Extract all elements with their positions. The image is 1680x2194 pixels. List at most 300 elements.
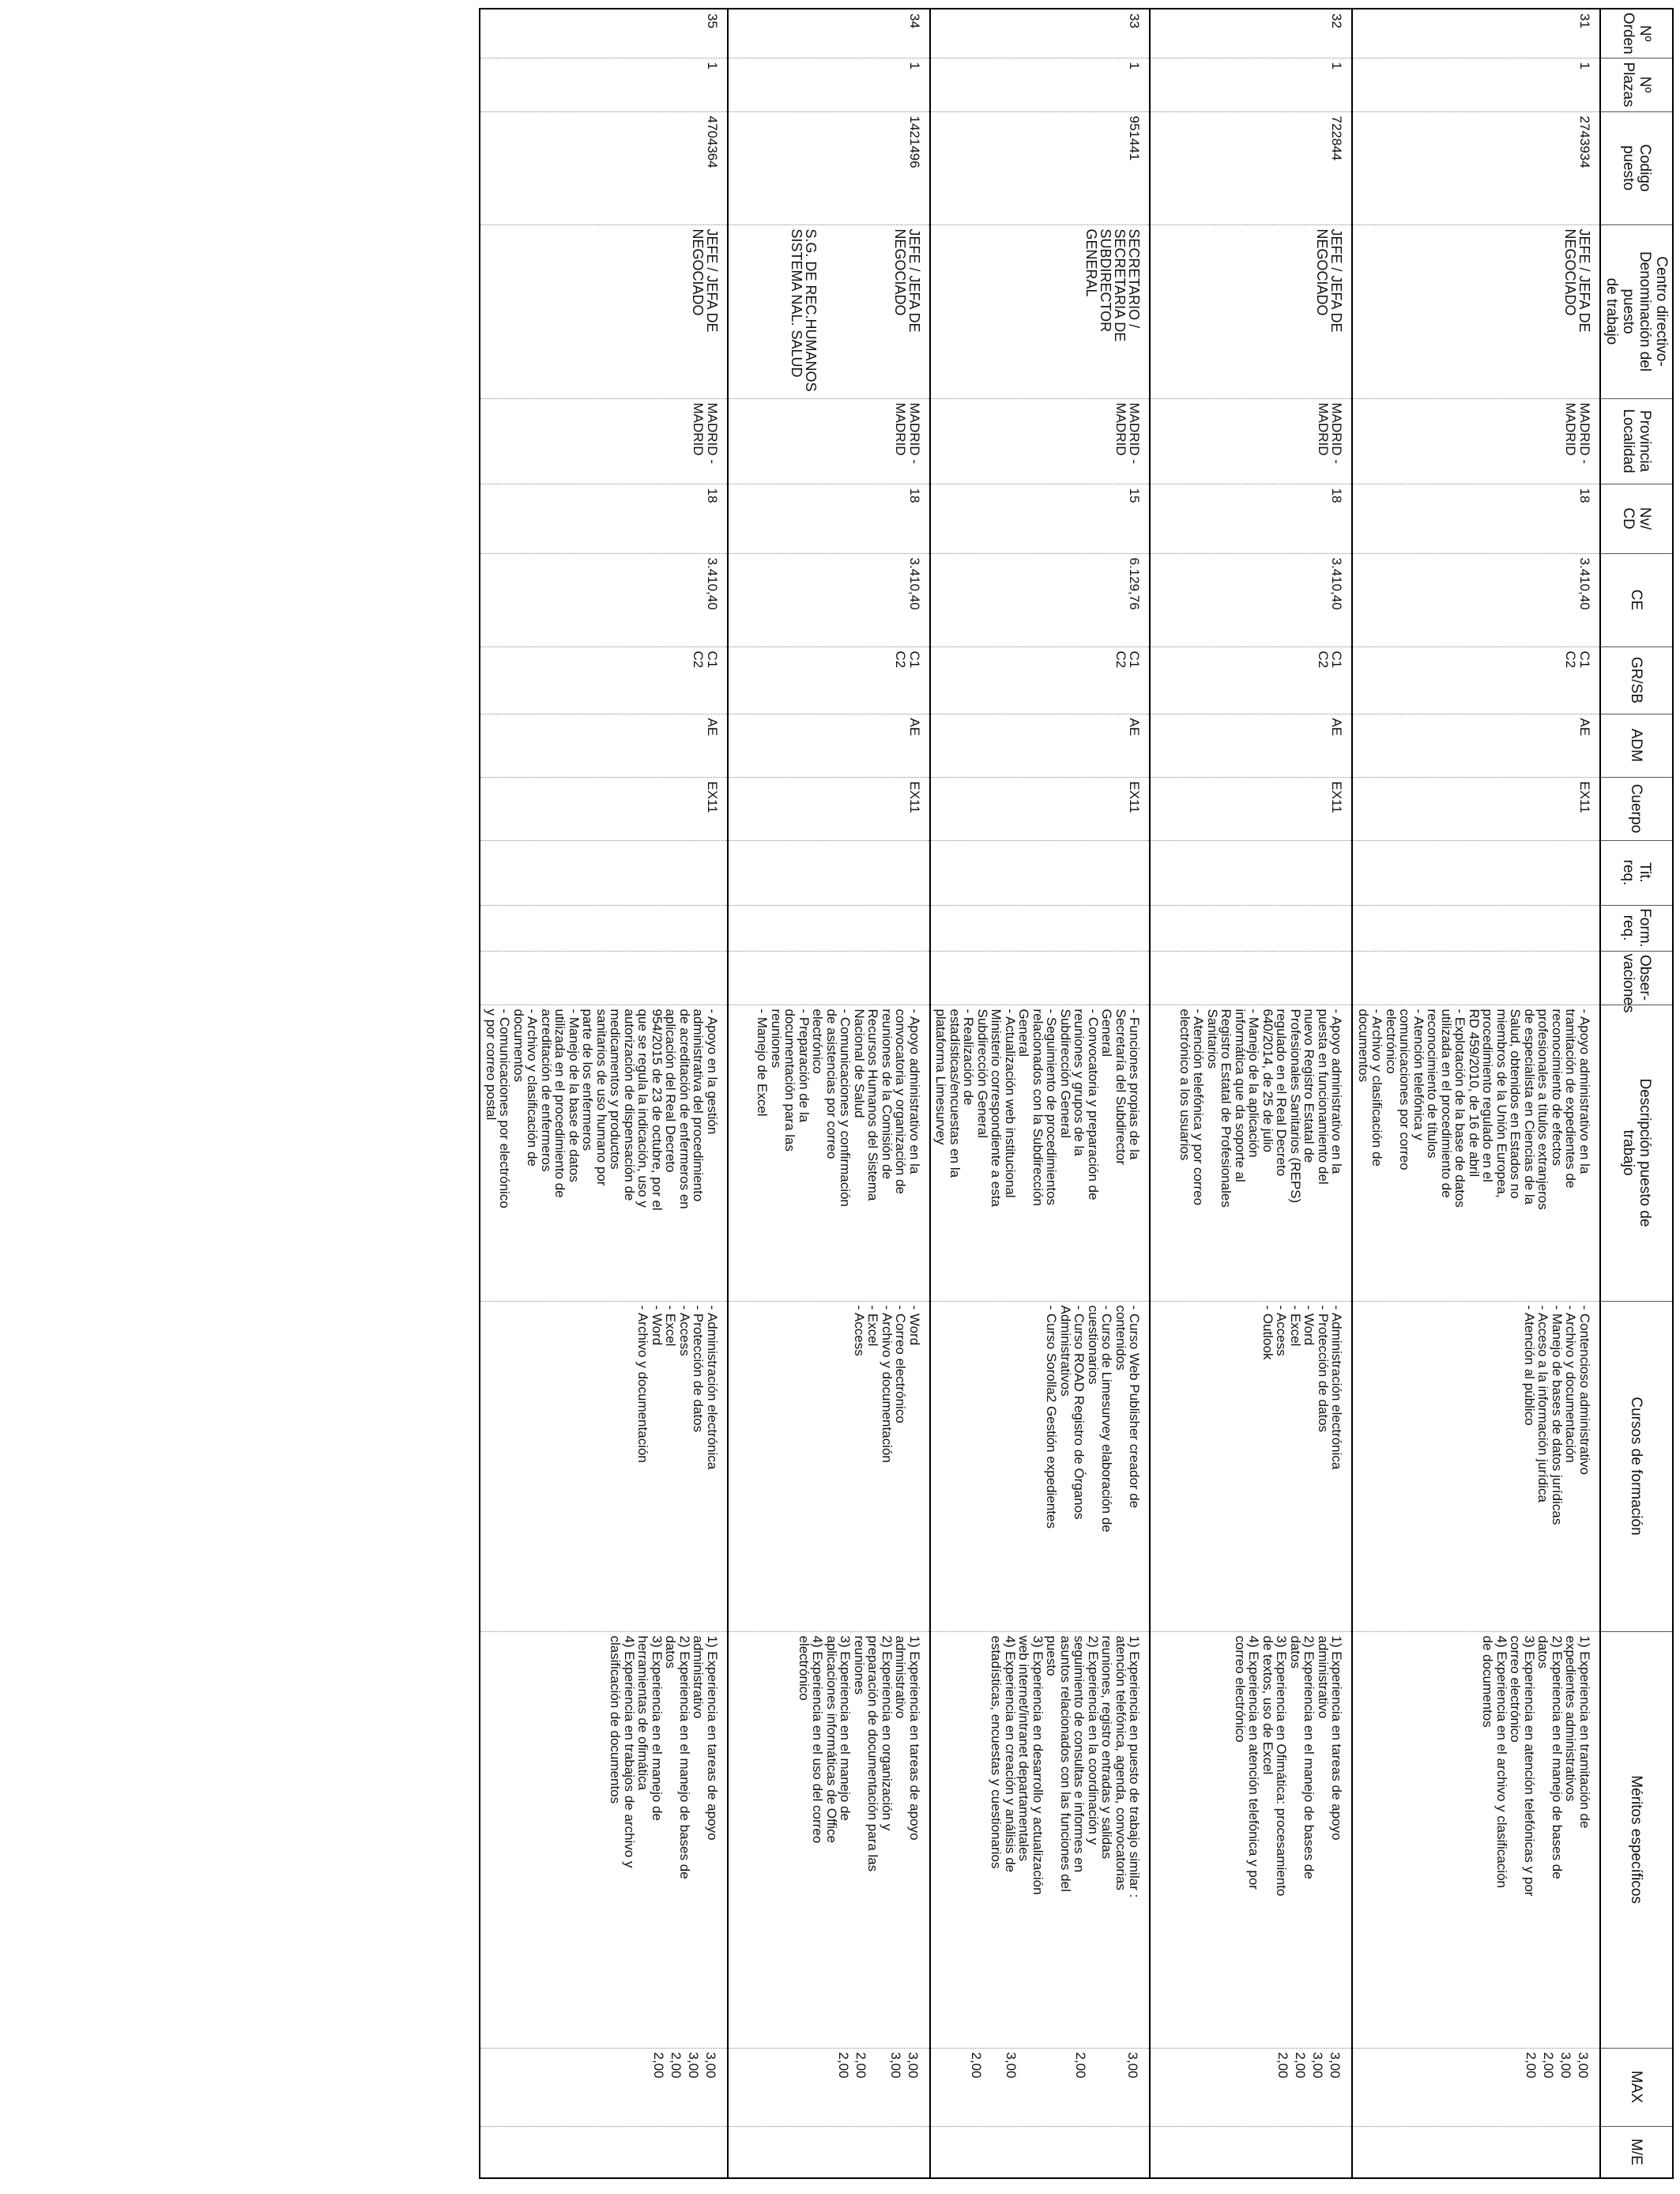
cell-plazas: 1 (1353, 58, 1601, 111)
curso-line: - Excel (663, 1305, 679, 1347)
job-listing-sheet (14, 8, 1674, 2177)
cell-orden: 33 (930, 9, 1151, 58)
table-row (480, 9, 729, 2178)
max-value (1020, 2053, 1038, 2122)
descripcion-line: comunicaciones por correo (1397, 1008, 1413, 1171)
header-max (1600, 2048, 1673, 2126)
cell-tit (1151, 840, 1353, 905)
header-label: ADM (1628, 728, 1645, 763)
merito-line: 1) Experiencia en tramitación de (1577, 1635, 1592, 1829)
header-label: Form. (1637, 908, 1653, 948)
cell-centro (1151, 224, 1353, 398)
cell-obs (1353, 951, 1601, 1005)
cell-plazas: 1 (1151, 58, 1353, 111)
descripcion-line: administrativa del procedimiento (691, 1008, 706, 1202)
max-value: 3,00 (1125, 2052, 1141, 2079)
merito-line: herramientas de ofimática (635, 1635, 651, 1791)
descripcion-line: profesionales a títulos extranjeros (1535, 1008, 1551, 1210)
descripcion-line: documentos (1356, 1008, 1371, 1083)
cell-form (480, 905, 729, 951)
max-value: 2,00 (651, 2052, 666, 2079)
cell-me (1353, 2126, 1601, 2178)
header-label: Denominación del puesto (1620, 251, 1653, 372)
header-centro (1600, 224, 1673, 398)
cell-plazas: 1 (480, 58, 729, 111)
descripcion-line: plataforma Limesurvey (933, 1008, 949, 1145)
descripcion-line: documentación para las (782, 1008, 798, 1152)
cell-cursos (480, 1301, 729, 1631)
cell-nivel: 18 (1353, 484, 1601, 553)
descripcion-line: - Apoyo en la gestión (705, 1008, 720, 1135)
header-cursos (1600, 1301, 1673, 1631)
descripcion-line: - Apoyo administrativo en la (1329, 1008, 1345, 1174)
merito-line: reuniones (852, 1635, 867, 1695)
header-label: Plazas (1620, 62, 1637, 107)
merito-line: web internet/intranet departamentales (1016, 1635, 1032, 1861)
descripcion-line: de especialista en Ciencias de la (1522, 1008, 1537, 1205)
cell-me (930, 2126, 1151, 2178)
cell-meritos (1353, 1631, 1601, 2048)
grsb-line: C1 (1577, 650, 1592, 669)
cell-adm: AE (1151, 714, 1353, 777)
header-label: Tit. (1637, 862, 1653, 883)
cell-orden: 34 (728, 9, 930, 58)
cell-form (1353, 905, 1601, 951)
curso-line: - Curso Web Publisher creador de (1127, 1305, 1143, 1509)
header-label: trabajo (1620, 1129, 1637, 1176)
cell-meritos (930, 1631, 1151, 2048)
provincia-line: MADRID (893, 402, 909, 456)
merito-line: 2) Experiencia en el manejo de bases de (677, 1635, 692, 1879)
header-label: Cursos de formación (1628, 1397, 1645, 1536)
cell-cuerpo: EX11 (1151, 777, 1353, 840)
cell-provincia (1353, 398, 1601, 484)
header-obs (1600, 951, 1673, 1013)
cell-grsb (480, 647, 729, 714)
descripcion-line: electrónico a los usuarios (1177, 1008, 1192, 1161)
descripcion-line: Registro Estatal de Profesionales (1219, 1008, 1234, 1208)
cell-cursos (1151, 1301, 1353, 1631)
header-label: Orden (1620, 12, 1637, 55)
descripcion-line: - Manejo de la aplicación (1246, 1008, 1262, 1158)
header-row (1600, 9, 1673, 2178)
cell-descripcion (1151, 1005, 1353, 1301)
centro-label: JEFE / JEFA DE NEGOCIADO (1314, 228, 1345, 333)
descripcion-line: - Archivo y clasificación de (1369, 1008, 1385, 1167)
max-value (1055, 2053, 1072, 2122)
curso-line: - Access (852, 1305, 867, 1356)
curso-line: - Archivo y documentación (880, 1305, 895, 1463)
merito-line: 3) Experiencia en el manejo de (838, 1635, 853, 1821)
descripcion-line: utilizada en el procedimiento de (552, 1008, 568, 1198)
merito-line: correo electrónico (1233, 1635, 1248, 1743)
header-label: GR/SB (1628, 656, 1645, 704)
max-value: 3,00 (703, 2052, 718, 2079)
cell-grsb (930, 647, 1151, 714)
cell-me (728, 2126, 930, 2178)
descripcion-line: - Apoyo administrativo en la (1577, 1008, 1592, 1174)
max-value: 3,00 (906, 2052, 921, 2079)
grsb-line: C2 (1316, 650, 1331, 669)
curso-line: - Access (677, 1305, 692, 1356)
descripcion-line: documentos (511, 1008, 526, 1083)
provincia-line: MADRID (1563, 402, 1579, 456)
header-provincia (1600, 398, 1673, 484)
header-form (1600, 905, 1673, 951)
curso-line: - Excel (1288, 1305, 1303, 1347)
merito-line: aplicaciones informáticas de Office (824, 1635, 839, 1843)
table-row (1151, 9, 1353, 2178)
cell-obs (480, 951, 729, 1005)
descripcion-line: sanitarios de uso humano por (594, 1008, 609, 1186)
curso-line: - Word (907, 1305, 922, 1346)
max-value: 2,00 (1541, 2052, 1556, 2079)
descripcion-line: convocatoria y organización de (893, 1008, 909, 1194)
cell-obs (728, 951, 930, 1005)
merito-line: administrativo (691, 1635, 706, 1719)
descripcion-line: Subdirección General (975, 1008, 990, 1138)
curso-line: - Curso de Limesurvey elaboración de (1099, 1305, 1115, 1532)
max-value: 3,00 (1558, 2052, 1573, 2079)
merito-line: 4) Experiencia en creación y análisis de (1003, 1635, 1018, 1873)
header-label: Descripción puesto de (1637, 1078, 1653, 1227)
descripcion-line: reconocimiento de títulos (1425, 1008, 1441, 1159)
cell-form (728, 905, 930, 951)
header-label: Méritos específicos (1628, 1775, 1645, 1904)
cell-centro (728, 224, 930, 398)
header-label: Provincia (1637, 409, 1653, 473)
max-value: 3,00 (1004, 2052, 1019, 2079)
max-value (1090, 2053, 1107, 2122)
cell-codigo: 2743934 (1353, 111, 1601, 224)
cell-adm: AE (728, 714, 930, 777)
cell-grsb (1151, 647, 1353, 714)
header-label: M/E (1628, 2138, 1645, 2166)
descripcion-line: General (1099, 1008, 1115, 1057)
cell-ce: 6.129,76 (930, 553, 1151, 647)
descripcion-line: Recursos Humanos del Sistema (865, 1008, 881, 1201)
header-cuerpo (1600, 777, 1673, 840)
header-tit (1600, 840, 1673, 905)
header-meritos (1600, 1631, 1673, 2048)
cell-cursos (930, 1301, 1151, 1631)
header-label: de trabajo (1603, 277, 1620, 345)
header-me (1600, 2126, 1673, 2178)
max-value: 2,00 (969, 2052, 985, 2079)
max-value (1038, 2053, 1055, 2122)
descripcion-line: - Atención telefónica y por correo (1191, 1008, 1207, 1206)
provincia-line: MADRID (1316, 402, 1331, 456)
descripcion-line: Salud, obtenidos en Estados no (1508, 1008, 1524, 1199)
descripcion-line: informática que da soporte al (1233, 1008, 1248, 1182)
header-label: Localidad (1620, 409, 1637, 473)
cell-tit (1353, 840, 1601, 905)
curso-line: - Protección de datos (1316, 1305, 1331, 1433)
descripcion-line: 640/2014, de 25 de julio (1260, 1008, 1275, 1152)
grsb-line: C1 (1127, 650, 1143, 669)
cell-cuerpo: EX11 (930, 777, 1151, 840)
merito-line: 2) Experiencia en la coordinación y (1086, 1635, 1101, 1845)
grsb-line: C2 (691, 650, 706, 669)
descripcion-line: reuniones y grupos de la (1072, 1008, 1087, 1156)
curso-line: - Manejo de bases de datos jurídicas (1550, 1305, 1565, 1525)
descripcion-line: General (1016, 1008, 1032, 1057)
cell-ce: 3.410,40 (480, 553, 729, 647)
descripcion-line: utilizada en el procedimiento de (1439, 1008, 1454, 1198)
max-value: 3,00 (888, 2052, 903, 2079)
header-label: CD (1620, 507, 1637, 530)
merito-line: expedientes administrativos (1563, 1635, 1579, 1802)
header-label: Nv/ (1637, 507, 1653, 530)
cell-me (480, 2126, 729, 2178)
cell-max (1353, 2048, 1601, 2126)
cell-grsb (728, 647, 930, 714)
merito-line: 1) Experiencia en tareas de apoyo (705, 1635, 720, 1841)
descripcion-line: - Actualización web institucional (1003, 1008, 1018, 1198)
merito-line: 3) Experiencia en Ofimática: procesamiento (1274, 1635, 1290, 1897)
descripcion-line: Secretaría del Subdirector (1113, 1008, 1128, 1165)
cell-tit (930, 840, 1151, 905)
merito-line: datos (1535, 1635, 1551, 1669)
cell-nivel: 18 (480, 484, 729, 553)
provincia-line: MADRID - (1127, 402, 1143, 464)
descripcion-line: 954/2015 de 23 de octubre, por el (650, 1008, 665, 1211)
header-nivel (1600, 484, 1673, 553)
header-label: req. (1620, 859, 1637, 886)
job-table (480, 8, 1674, 2179)
cell-cursos (1353, 1301, 1601, 1631)
descripcion-line: relacionados con la Subdirección (1030, 1008, 1045, 1206)
descripcion-line: reuniones (769, 1008, 784, 1069)
descripcion-line: - Atención telefónica y (1411, 1008, 1426, 1140)
curso-line: - Administración electrónica (705, 1305, 720, 1470)
table-row (930, 9, 1151, 2178)
descripcion-line: estadísticas/encuestas en la (947, 1008, 962, 1178)
header-label: puesto (1620, 145, 1637, 191)
max-value: 2,00 (669, 2052, 684, 2079)
grsb-line: C2 (893, 650, 909, 669)
max-value: 2,00 (1524, 2052, 1539, 2079)
cell-orden: 31 (1353, 9, 1601, 58)
descripcion-line: autorización de dispensación de (622, 1008, 637, 1201)
merito-line: 3) Experiencia en el manejo de (650, 1635, 665, 1821)
cell-max (930, 2048, 1151, 2126)
centro-label: JEFE / JEFA DE NEGOCIADO (892, 228, 922, 333)
cell-centro (480, 224, 729, 398)
grsb-line: C2 (1563, 650, 1579, 669)
max-value: 2,00 (1073, 2052, 1089, 2079)
descripcion-line: - Manejo de la base de datos (567, 1008, 582, 1182)
merito-line: de documentos (1480, 1635, 1496, 1728)
cell-grsb (1353, 647, 1601, 714)
cell-descripcion (728, 1005, 930, 1301)
descripcion-line: reconocimiento de efectos (1550, 1008, 1565, 1166)
max-value (985, 2053, 1003, 2122)
cell-meritos (480, 1631, 729, 2048)
merito-line: 3) Experiencia en desarrollo y actualización (1030, 1635, 1045, 1895)
curso-line: - Correo electrónico (893, 1305, 909, 1423)
curso-line: - Curso Sorolla2 Gestión expedientes (1044, 1305, 1060, 1529)
descripcion-line: de acreditación de enfermeros en (677, 1008, 692, 1209)
descripcion-line: Sanitarios (1205, 1008, 1220, 1069)
cell-ce: 3.410,40 (728, 553, 930, 647)
curso-line: - Protección de datos (691, 1305, 706, 1433)
descripcion-line: regulado en el Real Decreto (1274, 1008, 1290, 1177)
cell-form (1151, 905, 1353, 951)
curso-line: - Acceso a la información jurídica (1535, 1305, 1551, 1502)
descripcion-line: acreditación de enfermeros (539, 1008, 554, 1172)
cell-cursos (728, 1301, 930, 1631)
descripcion-line: - Realización de (961, 1008, 977, 1106)
descripcion-line: - Seguimiento de procedimientos (1044, 1008, 1060, 1206)
merito-line: clasificación de documentos (608, 1635, 623, 1804)
descripcion-line: - Comunicaciones por electrónico (497, 1008, 513, 1208)
provincia-line: MADRID (691, 402, 706, 456)
merito-line: 4) Experiencia en el uso del correo (810, 1635, 826, 1844)
max-value: 2,00 (853, 2052, 868, 2079)
cell-codigo: 951441 (930, 111, 1151, 224)
descripcion-line: - Preparación de la (797, 1008, 812, 1123)
header-label: Centro directivo- (1653, 256, 1670, 367)
descripcion-line: medicamentos y productos (608, 1008, 623, 1170)
descripcion-line: que se regula la indicación, uso y (635, 1008, 651, 1208)
cell-descripcion (1353, 1005, 1601, 1301)
cell-plazas: 1 (728, 58, 930, 111)
descripcion-line: miembros de la Unión Europea, (1494, 1008, 1509, 1198)
cell-nivel: 18 (728, 484, 930, 553)
table-body (480, 9, 1601, 2178)
cell-descripcion (930, 1005, 1151, 1301)
merito-line: correo electrónico (1508, 1635, 1524, 1743)
curso-line: - Administración electrónica (1329, 1305, 1345, 1470)
table-row (728, 9, 930, 2178)
merito-line: seguimiento de consultas e informes en (1072, 1635, 1087, 1873)
descripcion-line: Subdirección General (1058, 1008, 1073, 1138)
cell-max (1151, 2048, 1353, 2126)
merito-line: administrativo (893, 1635, 909, 1719)
merito-line: 1) Experiencia en tareas de apoyo (907, 1635, 922, 1841)
curso-line: - Contencioso administrativo (1577, 1305, 1592, 1475)
header-ce (1600, 553, 1673, 647)
cell-orden: 32 (1151, 9, 1353, 58)
merito-line: 2) Experiencia en el manejo de bases de (1550, 1635, 1565, 1879)
merito-line: reuniones, registro entradas y salidas (1099, 1635, 1115, 1860)
curso-line: - Archivo y documentación (1563, 1305, 1579, 1463)
header-label: Cuerpo (1628, 783, 1645, 834)
cell-tit (480, 840, 729, 905)
cell-adm: AE (930, 714, 1151, 777)
curso-line: - Word (1301, 1305, 1317, 1346)
descripcion-line: aplicación del Real Decreto (663, 1008, 679, 1173)
header-orden (1600, 9, 1673, 58)
merito-line: 4) Experiencia en atención telefónica y por (1246, 1635, 1262, 1890)
descripcion-line: Ministerio correspondiente a esta (989, 1008, 1004, 1207)
merito-line: datos (663, 1635, 679, 1669)
descripcion-line: - Apoyo administrativo en la (907, 1008, 922, 1174)
header-label: Nº (1637, 76, 1653, 93)
merito-line: estadísticas, encuestas y cuestionarios (989, 1635, 1004, 1869)
table-row (1353, 9, 1601, 2178)
curso-line: - Excel (865, 1305, 881, 1347)
cell-provincia (480, 398, 729, 484)
cell-obs (1151, 951, 1353, 1005)
header-codigo (1600, 111, 1673, 224)
cell-max (728, 2048, 930, 2126)
descripcion-line: - Funciones propias de la (1127, 1008, 1143, 1160)
curso-line: Administrativos (1058, 1305, 1073, 1397)
centro-label: SECRETARIO / SECRETARIA DE SUBDIRECTOR GENERAL (1083, 228, 1143, 342)
cell-meritos (728, 1631, 930, 2048)
cell-ce: 3.410,40 (1151, 553, 1353, 647)
header-label: vaciones (1620, 953, 1637, 1013)
header-label: Nº (1637, 25, 1653, 42)
max-value: 3,00 (686, 2052, 701, 2079)
cell-obs (930, 951, 1151, 1005)
max-value: 3,00 (1310, 2052, 1326, 2079)
descripcion-line: parte de los enfermeros (580, 1008, 596, 1152)
curso-line: - Access (1274, 1305, 1290, 1356)
cell-cuerpo: EX11 (480, 777, 729, 840)
merito-line: de textos, uso de Excel (1260, 1635, 1275, 1775)
descripcion-line: electrónico (1384, 1008, 1399, 1074)
merito-line: asuntos relacionados con las funciones del (1058, 1635, 1073, 1892)
cell-centro (1353, 224, 1601, 398)
grsb-line: C1 (1329, 650, 1345, 669)
max-value: 2,00 (1275, 2052, 1291, 2079)
descripcion-line: - Explotación de la base de datos (1452, 1008, 1468, 1208)
curso-line: - Outlook (1260, 1305, 1275, 1360)
descripcion-line: reuniones de la Comisión de (880, 1008, 895, 1179)
max-value: 2,00 (836, 2052, 851, 2079)
centro-label: JEFE / JEFA DE NEGOCIADO (690, 228, 720, 333)
merito-line: 1) Experiencia en puesto de trabajo similar : (1127, 1635, 1143, 1898)
cell-centro (930, 224, 1151, 398)
header-label: req. (1620, 914, 1637, 941)
merito-line: 2) Experiencia en organización y (880, 1635, 895, 1831)
merito-line: preparación de documentación para las (865, 1635, 881, 1872)
header-label: Obser- (1637, 954, 1653, 1001)
descripcion-line: y por correo postal (484, 1008, 499, 1121)
cell-provincia (930, 398, 1151, 484)
cell-codigo: 4704364 (480, 111, 729, 224)
header-label: CE (1628, 589, 1645, 611)
header-grsb (1600, 647, 1673, 714)
cell-adm: AE (480, 714, 729, 777)
provincia-line: MADRID - (907, 402, 922, 464)
descripcion-line: - Manejo de Excel (755, 1008, 770, 1117)
cell-max (480, 2048, 729, 2126)
descripcion-line: nuevo Registro Estatal de (1301, 1008, 1317, 1163)
descripcion-line: - Archivo y clasificación de (525, 1008, 541, 1167)
cell-provincia (1151, 398, 1353, 484)
header-plazas (1600, 58, 1673, 111)
descripcion-line: - Comunicaciones y confirmación (838, 1008, 853, 1207)
cell-adm: AE (1353, 714, 1601, 777)
merito-line: atención telefónica, agenda, convocatorias (1113, 1635, 1128, 1891)
merito-line: 4) Experiencia en el archivo y clasificación (1494, 1635, 1509, 1888)
max-value: 3,00 (1576, 2052, 1591, 2079)
descripcion-line: procedimiento regulado en el (1480, 1008, 1496, 1182)
cell-nivel: 18 (1151, 484, 1353, 553)
centro-subdireccion: S.G. DE REC.HUMANOS SISTEMA NAL. SALUD (789, 228, 819, 392)
descripcion-line: puesta en funcionamiento del (1316, 1008, 1331, 1185)
descripcion-line: de asistencias por correo (824, 1008, 839, 1159)
max-value: 3,00 (1328, 2052, 1343, 2079)
provincia-line: MADRID (1113, 402, 1128, 456)
merito-line: 2) Experiencia en el manejo de bases de (1301, 1635, 1317, 1879)
max-value (1107, 2053, 1124, 2122)
cell-orden: 35 (480, 9, 729, 58)
